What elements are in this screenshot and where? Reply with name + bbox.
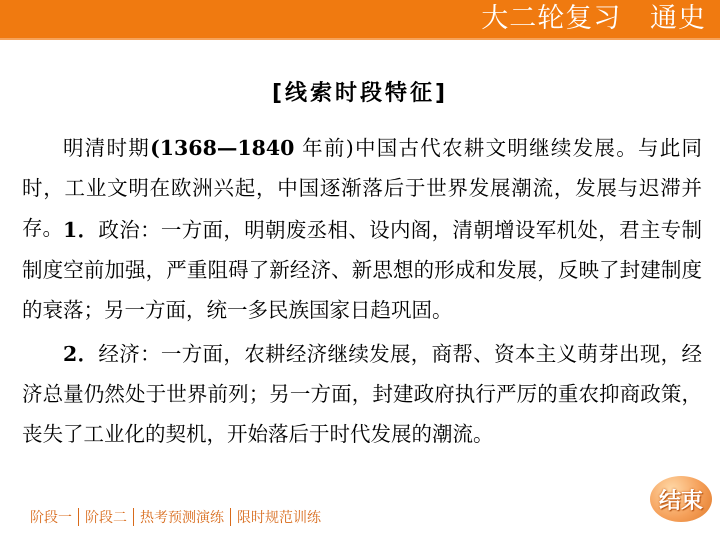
intro-text-rest: 年前)中国古代农耕文明继续发展。与此同时，工业文明在欧洲兴起，中国逐渐落后于世界发展潮流，发展与迟滞并存。	[22, 136, 703, 240]
header-bar	[0, 0, 720, 38]
politics-number: 1．	[63, 218, 99, 242]
economy-text: 经济：一方面，农耕经济继续发展，商帮、资本主义萌芽出现，经济总量仍然处于世界前列；另一方面，封建政府执行严厉的重农抑商政策，丧失了工业化的契机，开始落后于时代发展的潮流。	[22, 342, 703, 446]
intro-date-range: (1368—1840	[150, 136, 295, 160]
paragraph-politics	[22, 210, 702, 330]
politics-text: 政治：一方面，明朝废丞相、设内阁，清朝增设军机处，君主专制制度空前加强，严重阻碍了新经济、新思想的形成和发展，反映了封建制度的衰落；另一方面，统一多民族国家日趋巩固。	[22, 218, 703, 322]
nav-link-stage-2[interactable]: 阶段二	[85, 510, 127, 526]
header-divider	[0, 38, 720, 40]
economy-number: 2．	[63, 342, 99, 366]
section-heading: [线索时段特征]	[271, 81, 449, 106]
intro-text-start: 明清时期	[63, 136, 151, 160]
nav-link-timed-training[interactable]: 限时规范训练	[237, 510, 321, 526]
paragraph-economy	[22, 334, 702, 454]
nav-link-hot-exam-practice[interactable]: 热考预测演练	[140, 510, 224, 526]
nav-link-stage-1[interactable]: 阶段一	[30, 510, 72, 526]
header-title: 大二轮复习 通史	[481, 3, 706, 34]
end-button[interactable]: 结束	[650, 476, 712, 522]
bottom-nav	[24, 506, 327, 528]
